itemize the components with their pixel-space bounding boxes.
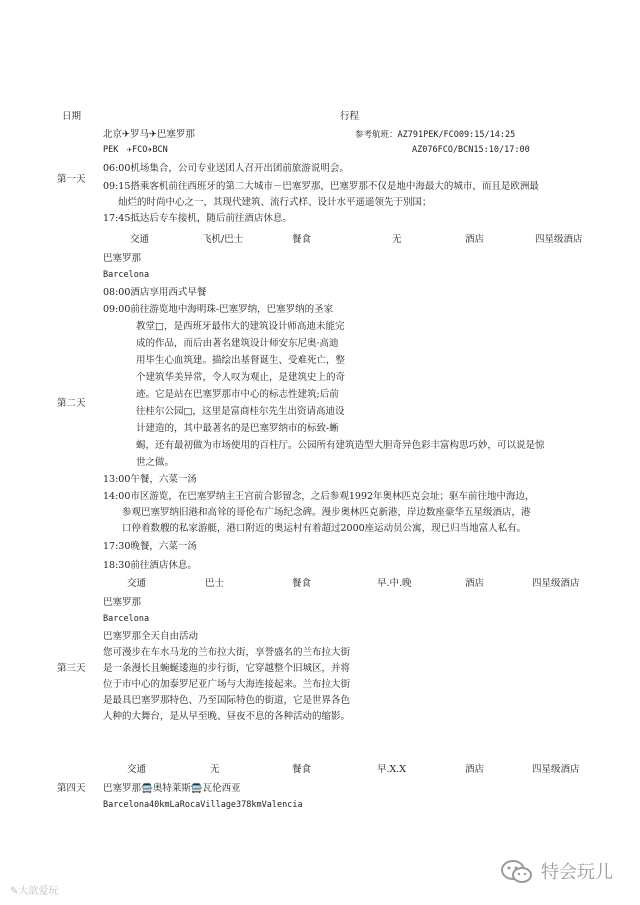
meta-meal-label: 餐食: [292, 764, 312, 775]
day3-p-line: 位于市中心的加泰罗尼亚广场与大海连接起来。兰布拉大街: [103, 679, 351, 690]
header-date: 日期: [62, 111, 82, 122]
day2-line6: 18:30前往酒店休息。: [103, 560, 197, 571]
day2-line5: 17:30晚餐，六菜一汤: [103, 541, 197, 552]
day2-p-line: 往桂尔公园□，这里是富商桂尔先生出资请高迪设: [136, 406, 345, 417]
meta-meal-value: 无: [392, 234, 402, 245]
meta-meal-label: 餐食: [292, 578, 312, 589]
meta-transport-label: 交通: [127, 764, 147, 775]
day2-line4a: 14:00市区游览，在巴塞罗纳主王宫前合影留念，之后参观1992年奥林匹克会址；驱车前往地中海边，: [103, 491, 535, 502]
meta-transport-value: 巴士: [205, 578, 225, 589]
day2-p-line: 个建筑华美异常，令人叹为观止，是建筑史上的奇: [136, 372, 346, 383]
day2-city-cn: 巴塞罗那: [103, 253, 142, 264]
meta-hotel-value: 四星级酒店: [535, 234, 583, 245]
day3-p-line: 是一条漫长且蜿蜒逶迤的步行街，它穿越整个旧城区，并将: [103, 663, 351, 674]
day1-flight-ref: 参考航班：AZ791PEK/FCO09:15/14:25: [355, 130, 516, 140]
header-itinerary: 行程: [340, 111, 360, 122]
day2-line4b: 参观巴塞罗纳旧港和高耸的哥伦布广场纪念碑。漫步奥林匹克新港，岸边数座豪华五星级酒店，港: [122, 507, 531, 518]
meta-transport-label: 交通: [130, 234, 150, 245]
day3-label: 第三天: [57, 663, 86, 674]
day1-line2b: 灿烂的时尚中心之一，其现代建筑、流行式样、设计水平遥遥领先于别国；: [118, 197, 432, 208]
day2-p-line: 教堂□，是西班牙最伟大的建筑设计师高迪未能完: [136, 321, 345, 332]
day2-p-line: 迹。它是站在巴塞罗那市中心的标志性建筑;后前: [136, 389, 339, 400]
meta-meal-label: 餐食: [292, 234, 312, 245]
day3-title: 巴塞罗那全天自由活动: [103, 631, 199, 642]
day2-line3: 13:00午餐，六菜一汤: [103, 474, 197, 485]
watermark-right: [500, 858, 613, 886]
meta-hotel-value: 四星级酒店: [532, 764, 580, 775]
day2-line4c: 口停着数艘的私家游艇，港口附近的奥运村有着超过2000座运动员公寓，现已归当地富人私有。: [122, 523, 527, 534]
day1-label: 第一天: [57, 174, 86, 185]
day2-line1: 08:00酒店享用西式早餐: [103, 287, 207, 298]
day4-route-en: Barcelona40kmLaRocaVillage378kmValencia: [103, 800, 303, 810]
day1-line3: 17:45抵达后专车接机，随后前往酒店休息。: [103, 213, 292, 224]
day2-p-line: 成的作品，而后由著名建筑设计师安东尼奥·高迪: [136, 338, 339, 349]
day3-p-line: 人种的大舞台，是从早至晚、昼夜不息的各种活动的缩影。: [103, 711, 351, 722]
meta-hotel-label: 酒店: [465, 234, 485, 245]
day3-city-cn: 巴塞罗那: [103, 597, 142, 608]
day1-route-code: PEK ✈FCO✈BCN: [103, 145, 168, 155]
meta-transport-value: 无: [210, 764, 220, 775]
day2-city-en: Barcelona: [103, 270, 150, 280]
meta-meal-value: 早.X.X: [377, 764, 407, 775]
day2-p-line: 蜴，还有最初做为市场使用的百柱厅。公园所有建筑造型大胆奇异色彩丰富构思巧妙，可以说是惊: [136, 440, 545, 451]
meta-transport-value: 飞机/巴士: [202, 234, 244, 245]
meta-transport-label: 交通: [127, 578, 147, 589]
day2-label: 第二天: [57, 398, 86, 409]
day2-line2: 09:00前往游览地中海明珠-巴塞罗纳，巴塞罗纳的圣家: [103, 304, 334, 315]
watermark-left: ✎大歆爱玩: [10, 886, 59, 897]
day3-p-line: 是最具巴塞罗那特色、乃至国际特色的街道，它是世界各色: [103, 695, 351, 706]
day4-label: 第四天: [57, 783, 86, 794]
day1-line1: 06:00机场集合，公司专业送团人召开出团前旅游说明会。: [103, 163, 349, 174]
watermark-right-text: 特会玩儿: [541, 861, 614, 883]
meta-hotel-label: 酒店: [465, 764, 485, 775]
meta-hotel-value: 四星级酒店: [532, 578, 580, 589]
day1-line2a: 09:15搭乘客机前往西班牙的第二大城市－巴塞罗那，巴塞罗那不仅是地中海最大的城市，而且是欧洲最: [103, 181, 539, 192]
wechat-icon: [500, 858, 534, 886]
day2-p-line: 用毕生心血筑建。描绘出基督诞生、受难死亡，整: [136, 355, 346, 366]
meta-hotel-label: 酒店: [465, 578, 485, 589]
day2-p-line: 世之做。: [136, 457, 175, 468]
meta-meal-value: 早.中.晚: [377, 578, 412, 589]
day2-p-line: 计建造的，其中最著名的是巴塞罗纳市的标致-蜥: [136, 423, 339, 434]
day4-route-cn: 巴塞罗那🚍奥特莱斯🚍瓦伦西亚: [103, 783, 241, 794]
day3-city-en: Barcelona: [103, 614, 150, 624]
day1-route: 北京✈罗马✈巴塞罗那: [103, 129, 195, 140]
day3-p-line: 您可漫步在车水马龙的兰布拉大街，享誉盛名的兰布拉大街: [103, 647, 351, 658]
day1-flight2: AZ076FCO/BCN15:10/17:00: [412, 145, 530, 155]
